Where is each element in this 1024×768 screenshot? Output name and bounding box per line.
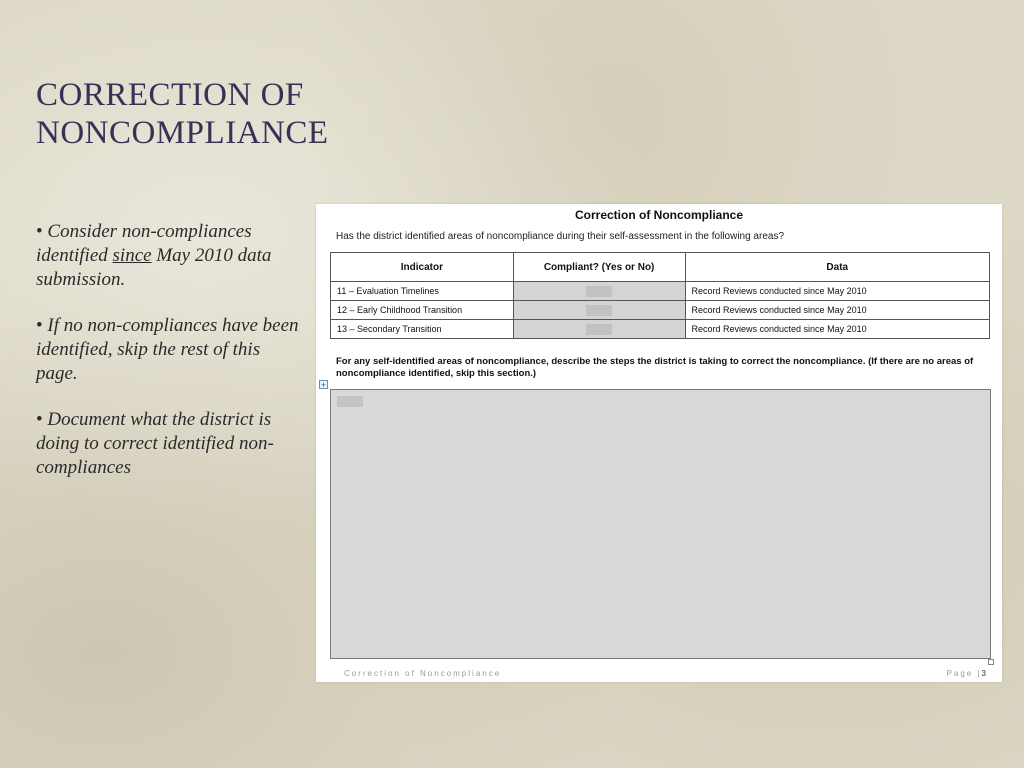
document-screenshot xyxy=(316,204,1002,682)
indicator-cell: 11 – Evaluation Timelines xyxy=(331,282,514,301)
table-row xyxy=(331,320,990,339)
indicator-cell: 12 – Early Childhood Transition xyxy=(331,301,514,320)
bullet-item xyxy=(36,408,304,480)
indicator-table xyxy=(330,252,990,339)
compliant-cell[interactable] xyxy=(513,320,685,339)
compliant-form-field[interactable] xyxy=(586,324,612,335)
response-form-field[interactable] xyxy=(337,396,363,407)
table-row xyxy=(331,282,990,301)
document-footer-page xyxy=(947,669,986,678)
table-move-handle-icon[interactable]: + xyxy=(320,380,327,390)
document-footer-title: Correction of Noncompliance xyxy=(344,669,502,678)
footer-page-number: 3 xyxy=(981,669,986,678)
slide-title-line1: CORRECTION OF xyxy=(36,77,304,113)
slide-title xyxy=(36,76,329,152)
column-header-indicator: Indicator xyxy=(331,253,514,282)
slide-title-line2: NONCOMPLIANCE xyxy=(36,115,329,151)
document-heading: Correction of Noncompliance xyxy=(574,208,744,222)
bullet-text-pre: Consider non-compliances identified xyxy=(36,221,252,266)
bullet-dot: • xyxy=(36,409,43,430)
bullet-text-underlined: since xyxy=(112,245,152,266)
column-header-data: Data xyxy=(685,253,990,282)
bullet-dot: • xyxy=(36,315,43,336)
response-text-area[interactable] xyxy=(330,389,991,659)
table-resize-handle-icon[interactable] xyxy=(988,659,994,665)
bullet-item xyxy=(36,314,304,386)
document-question: Has the district identified areas of noncompliance during their self-assessment in the following areas? xyxy=(336,231,785,242)
bullet-text: If no non-compliances have been identified, skip the rest of this page. xyxy=(36,315,299,384)
data-cell: Record Reviews conducted since May 2010 xyxy=(685,320,990,339)
bullet-text: Document what the district is doing to correct identified non-compliances xyxy=(36,409,274,478)
table-row xyxy=(331,301,990,320)
column-header-compliant: Compliant? (Yes or No) xyxy=(513,253,685,282)
bullet-item xyxy=(36,220,304,292)
compliant-cell[interactable] xyxy=(513,301,685,320)
compliant-form-field[interactable] xyxy=(586,286,612,297)
compliant-form-field[interactable] xyxy=(586,305,612,316)
table-header-row xyxy=(331,253,990,282)
instruction-text: For any self-identified areas of noncompliance, describe the steps the district is taking to correct the noncompliance. (If there are no areas of noncompliance identified, skip this section.) xyxy=(336,356,974,379)
bullet-list xyxy=(36,220,304,502)
bullet-dot: • xyxy=(36,221,43,242)
indicator-cell: 13 – Secondary Transition xyxy=(331,320,514,339)
footer-page-label: Page | xyxy=(946,669,982,678)
data-cell: Record Reviews conducted since May 2010 xyxy=(685,282,990,301)
compliant-cell[interactable] xyxy=(513,282,685,301)
data-cell: Record Reviews conducted since May 2010 xyxy=(685,301,990,320)
bullet-text-post: May 2010 data submission. xyxy=(36,245,272,290)
